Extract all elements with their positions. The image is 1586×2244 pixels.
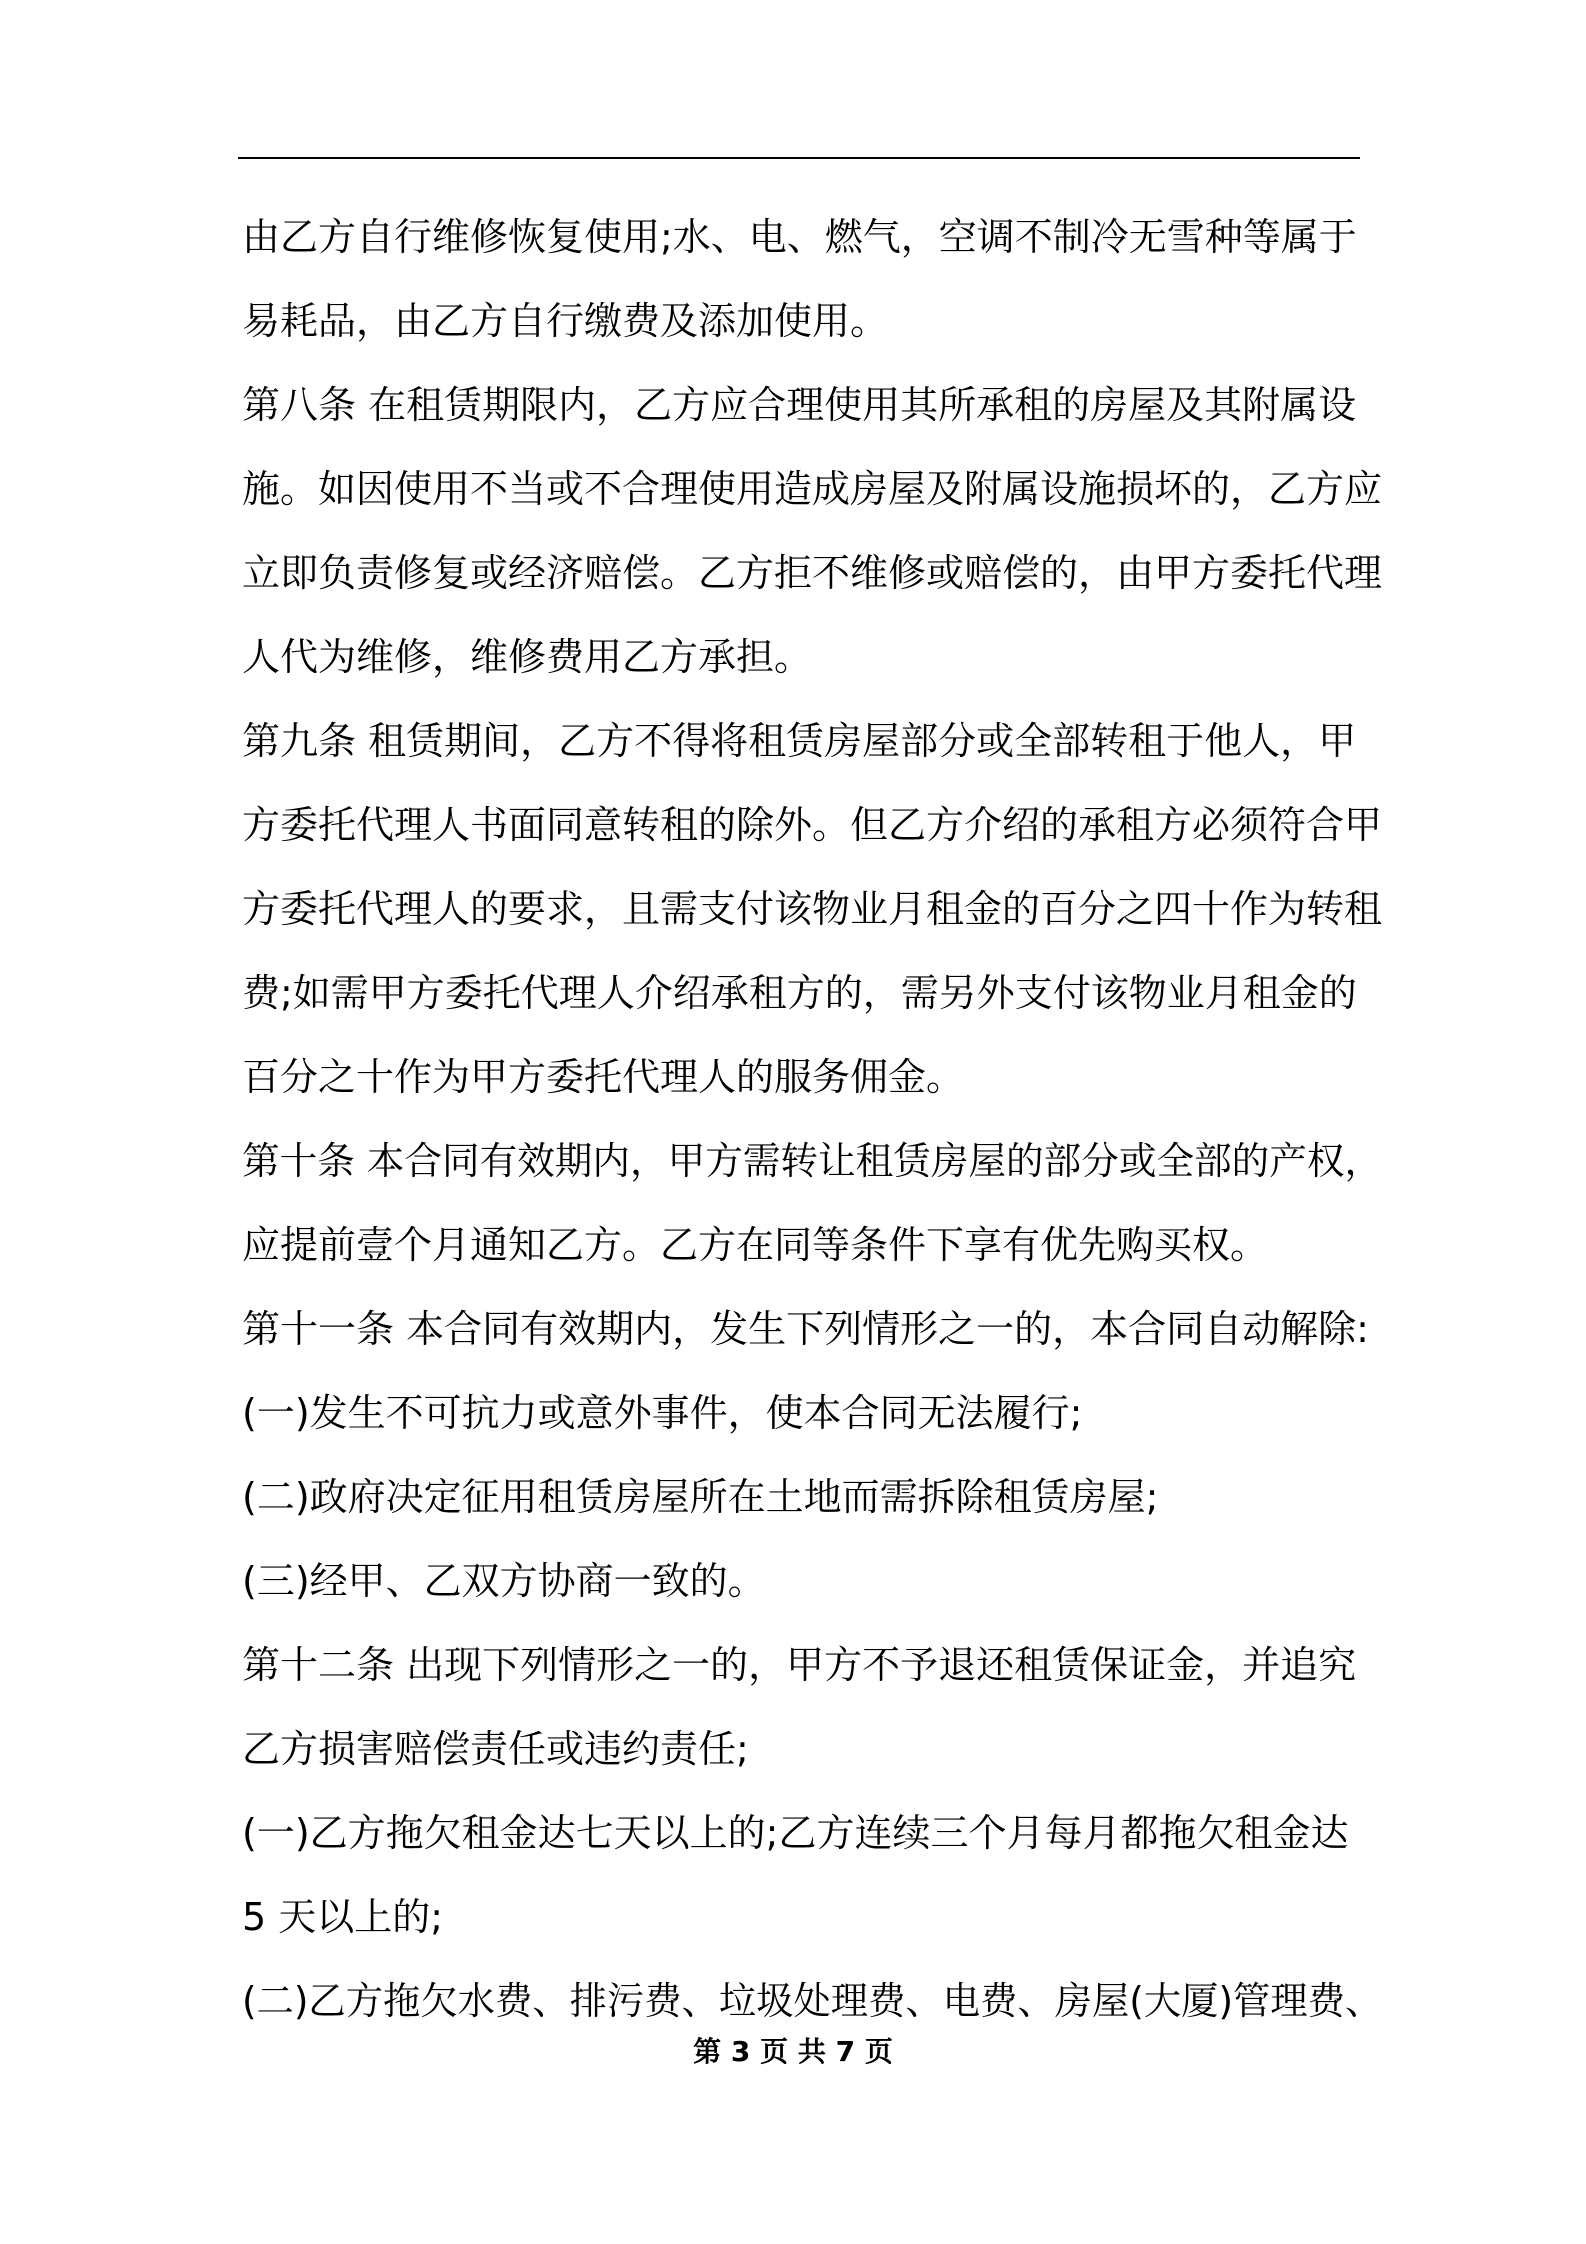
body-line: 乙方损害赔偿责任或违约责任; (242, 1727, 749, 1771)
body-line: 方委托代理人书面同意转租的除外。但乙方介绍的承租方必须符合甲 (242, 803, 1383, 847)
list-item: (一)乙方拖欠租金达七天以上的;乙方连续三个月每月都拖欠租金达 (242, 1811, 1349, 1855)
list-item: (二)政府决定征用租赁房屋所在土地而需拆除租赁房屋; (242, 1475, 1159, 1519)
list-item: (二)乙方拖欠水费、排污费、垃圾处理费、电费、房屋(大厦)管理费、 (242, 1979, 1383, 2023)
body-line: 施。如因使用不当或不合理使用造成房屋及附属设施损坏的，乙方应 (242, 467, 1383, 511)
body-line: 5 天以上的; (242, 1895, 444, 1939)
body-line: 应提前壹个月通知乙方。乙方在同等条件下享有优先购买权。 (242, 1223, 1269, 1267)
body-line: 由乙方自行维修恢复使用;水、电、燃气，空调不制冷无雪种等属于 (242, 215, 1357, 259)
body-line: 立即负责修复或经济赔偿。乙方拒不维修或赔偿的，由甲方委托代理 (242, 551, 1383, 595)
body-line: 方委托代理人的要求，且需支付该物业月租金的百分之四十作为转租 (242, 887, 1383, 931)
page-number-footer: 第 3 页 共 7 页 (693, 2035, 893, 2068)
list-item: (一)发生不可抗力或意外事件，使本合同无法履行; (242, 1391, 1083, 1435)
body-line: 人代为维修，维修费用乙方承担。 (242, 635, 813, 679)
list-item: (三)经甲、乙双方协商一致的。 (242, 1559, 766, 1603)
article-8-line: 第八条 在租赁期限内，乙方应合理使用其所承租的房屋及其附属设 (242, 383, 1357, 427)
header-rule (238, 157, 1360, 159)
body-line: 易耗品，由乙方自行缴费及添加使用。 (242, 299, 889, 343)
body-line: 百分之十作为甲方委托代理人的服务佣金。 (242, 1055, 965, 1099)
contract-body (242, 195, 1382, 2043)
body-line: 费;如需甲方委托代理人介绍承租方的，需另外支付该物业月租金的 (242, 971, 1357, 1015)
article-9-line: 第九条 租赁期间，乙方不得将租赁房屋部分或全部转租于他人，甲 (242, 719, 1357, 763)
article-12-line: 第十二条 出现下列情形之一的，甲方不予退还租赁保证金，并追究 (242, 1643, 1357, 1687)
article-10-line: 第十条 本合同有效期内，甲方需转让租赁房屋的部分或全部的产权， (242, 1139, 1383, 1183)
article-11-line: 第十一条 本合同有效期内，发生下列情形之一的，本合同自动解除: (242, 1307, 1369, 1351)
